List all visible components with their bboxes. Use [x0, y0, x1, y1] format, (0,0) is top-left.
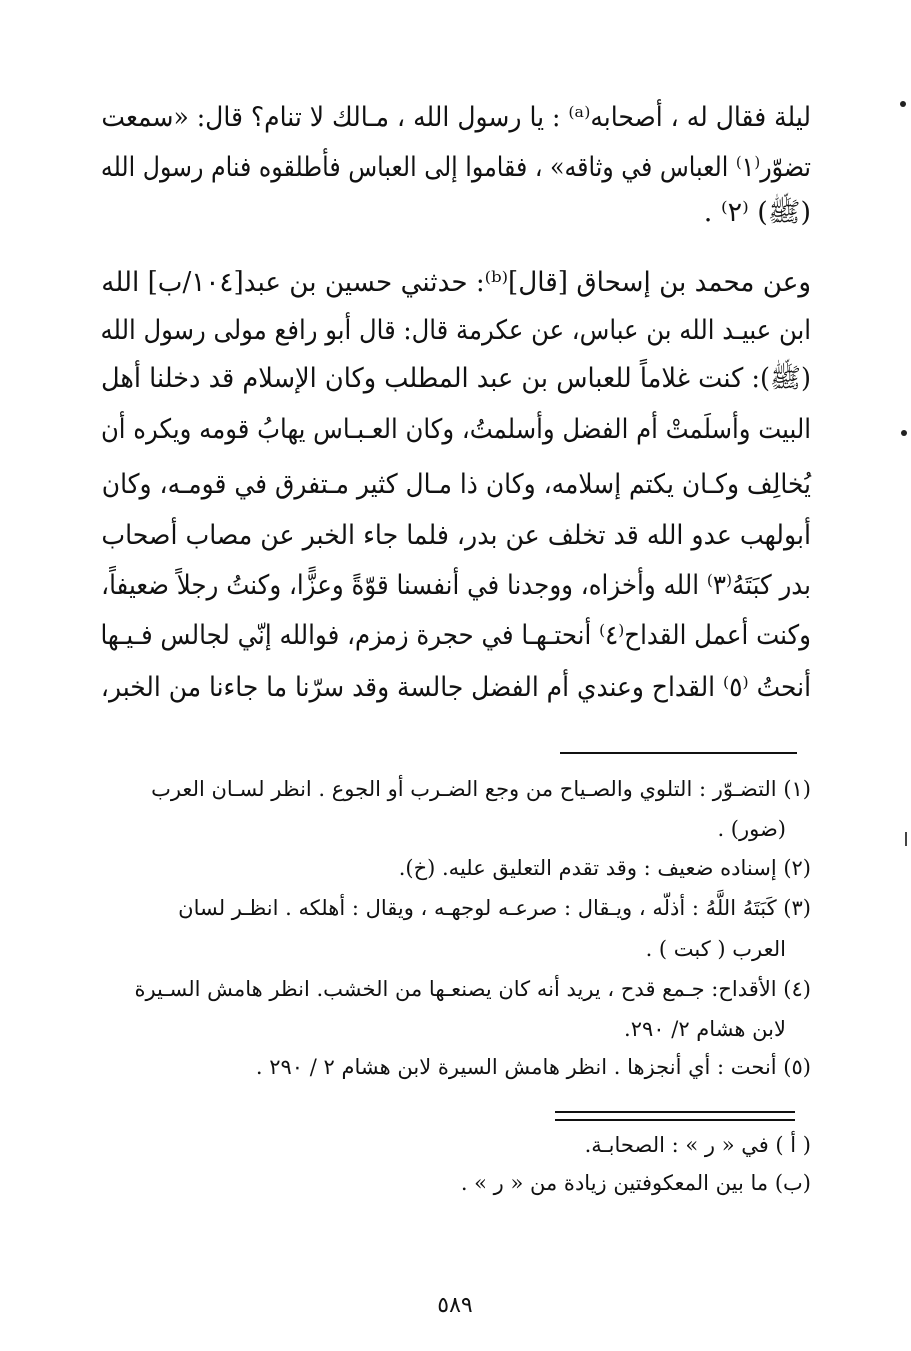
body-line: يُخالِف وكـان يكتم إسلامه، وكان ذا مـال كثير مـتفرق في قومـه، وكان [101, 469, 812, 500]
footnote-line: (٤) الأقداح: جـمع قدح ، يريد أنه كان يصنعـها من الخشب. انظر هامش السـيرة [134, 977, 811, 1001]
variant-notes-separator [555, 1111, 795, 1121]
scan-speck [900, 101, 906, 107]
page-number: ٥٨٩ [437, 1293, 473, 1318]
body-line: (ﷺ) ⁽٢⁾ . [703, 197, 811, 228]
body-line: (ﷺ): كنت غلاماً للعباس بن عبد المطلب وكان الإسلام قد دخلنا أهل [100, 363, 811, 394]
body-line: البيت وأسلَمتْ أم الفضل وأسلمتُ، وكان العـبـاس يهابُ قومه ويكره أن [100, 414, 811, 445]
body-line: ليلة فقال له ، أصحابه⁽ᵃ⁾ : يا رسول الله ، مـالك لا تنام؟ قال: «سمعت [101, 102, 811, 133]
body-line: أبولهب عدو الله قد تخلف عن بدر، فلما جاء الخبر عن مصاب أصحاب [101, 520, 811, 551]
variant-note-line: (ب) ما بين المعكوفتين زيادة من « ر » . [460, 1171, 811, 1195]
footnote-line: (٣) كَبَتَهُ اللَّهُ : أذلّه ، ويـقال : صرعـه لوجهـه ، ويقال : أهلكه . انظـر لسان [178, 896, 811, 920]
footnote-line: (٥) أنحت : أي أنجزها . انظر هامش السيرة لابن هشام ٢ / ٢٩٠ . [255, 1055, 811, 1079]
scan-speck [905, 832, 907, 846]
body-line: بدر كبَتَهُ⁽٣⁾ الله وأخزاه، ووجدنا في أنفسنا قوّةً وعزًّا، وكنتُ رجلاً ضعيفاً، [101, 570, 811, 601]
footnote-line: لابن هشام ٢/ ٢٩٠. [624, 1017, 786, 1041]
footnote-line: العرب ( كبت ) . [645, 937, 786, 961]
footnote-line: (١) التضـوّر : التلوي والصـياح من وجع الضـرب أو الجوع . انظر لسـان العرب [151, 777, 811, 801]
footnote-line: (٢) إسناده ضعيف : وقد تقدم التعليق عليه. (خ). [398, 856, 811, 880]
scan-speck [901, 430, 907, 436]
body-line: أنحتُ ⁽٥⁾ القداح وعندي أم الفضل جالسة وقد سرّنا ما جاءنا من الخبر، [100, 672, 811, 703]
footnote-separator [560, 752, 797, 754]
body-line: وكنت أعمل القداح⁽٤⁾ أنحتـهـا في حجرة زمزم، فوالله إنّي لجالس فـيـها [100, 620, 811, 651]
variant-note-line: ( أ ) في « ر » : الصحابـة. [584, 1133, 811, 1157]
body-line: وعن محمد بن إسحاق [قال]⁽ᵇ⁾: حدثني حسين بن عبد[١٠٤/ب] الله [101, 267, 811, 298]
body-line: تضوّر⁽١⁾ العباس في وثاقه» ، فقاموا إلى العباس فأطلقوه فنام رسول الله [100, 152, 811, 183]
footnote-line: (ضور) . [717, 817, 786, 841]
body-line: ابن عبيـد الله بن عباس، عن عكرمة قال: قال أبو رافع مولى رسول الله [100, 315, 811, 346]
